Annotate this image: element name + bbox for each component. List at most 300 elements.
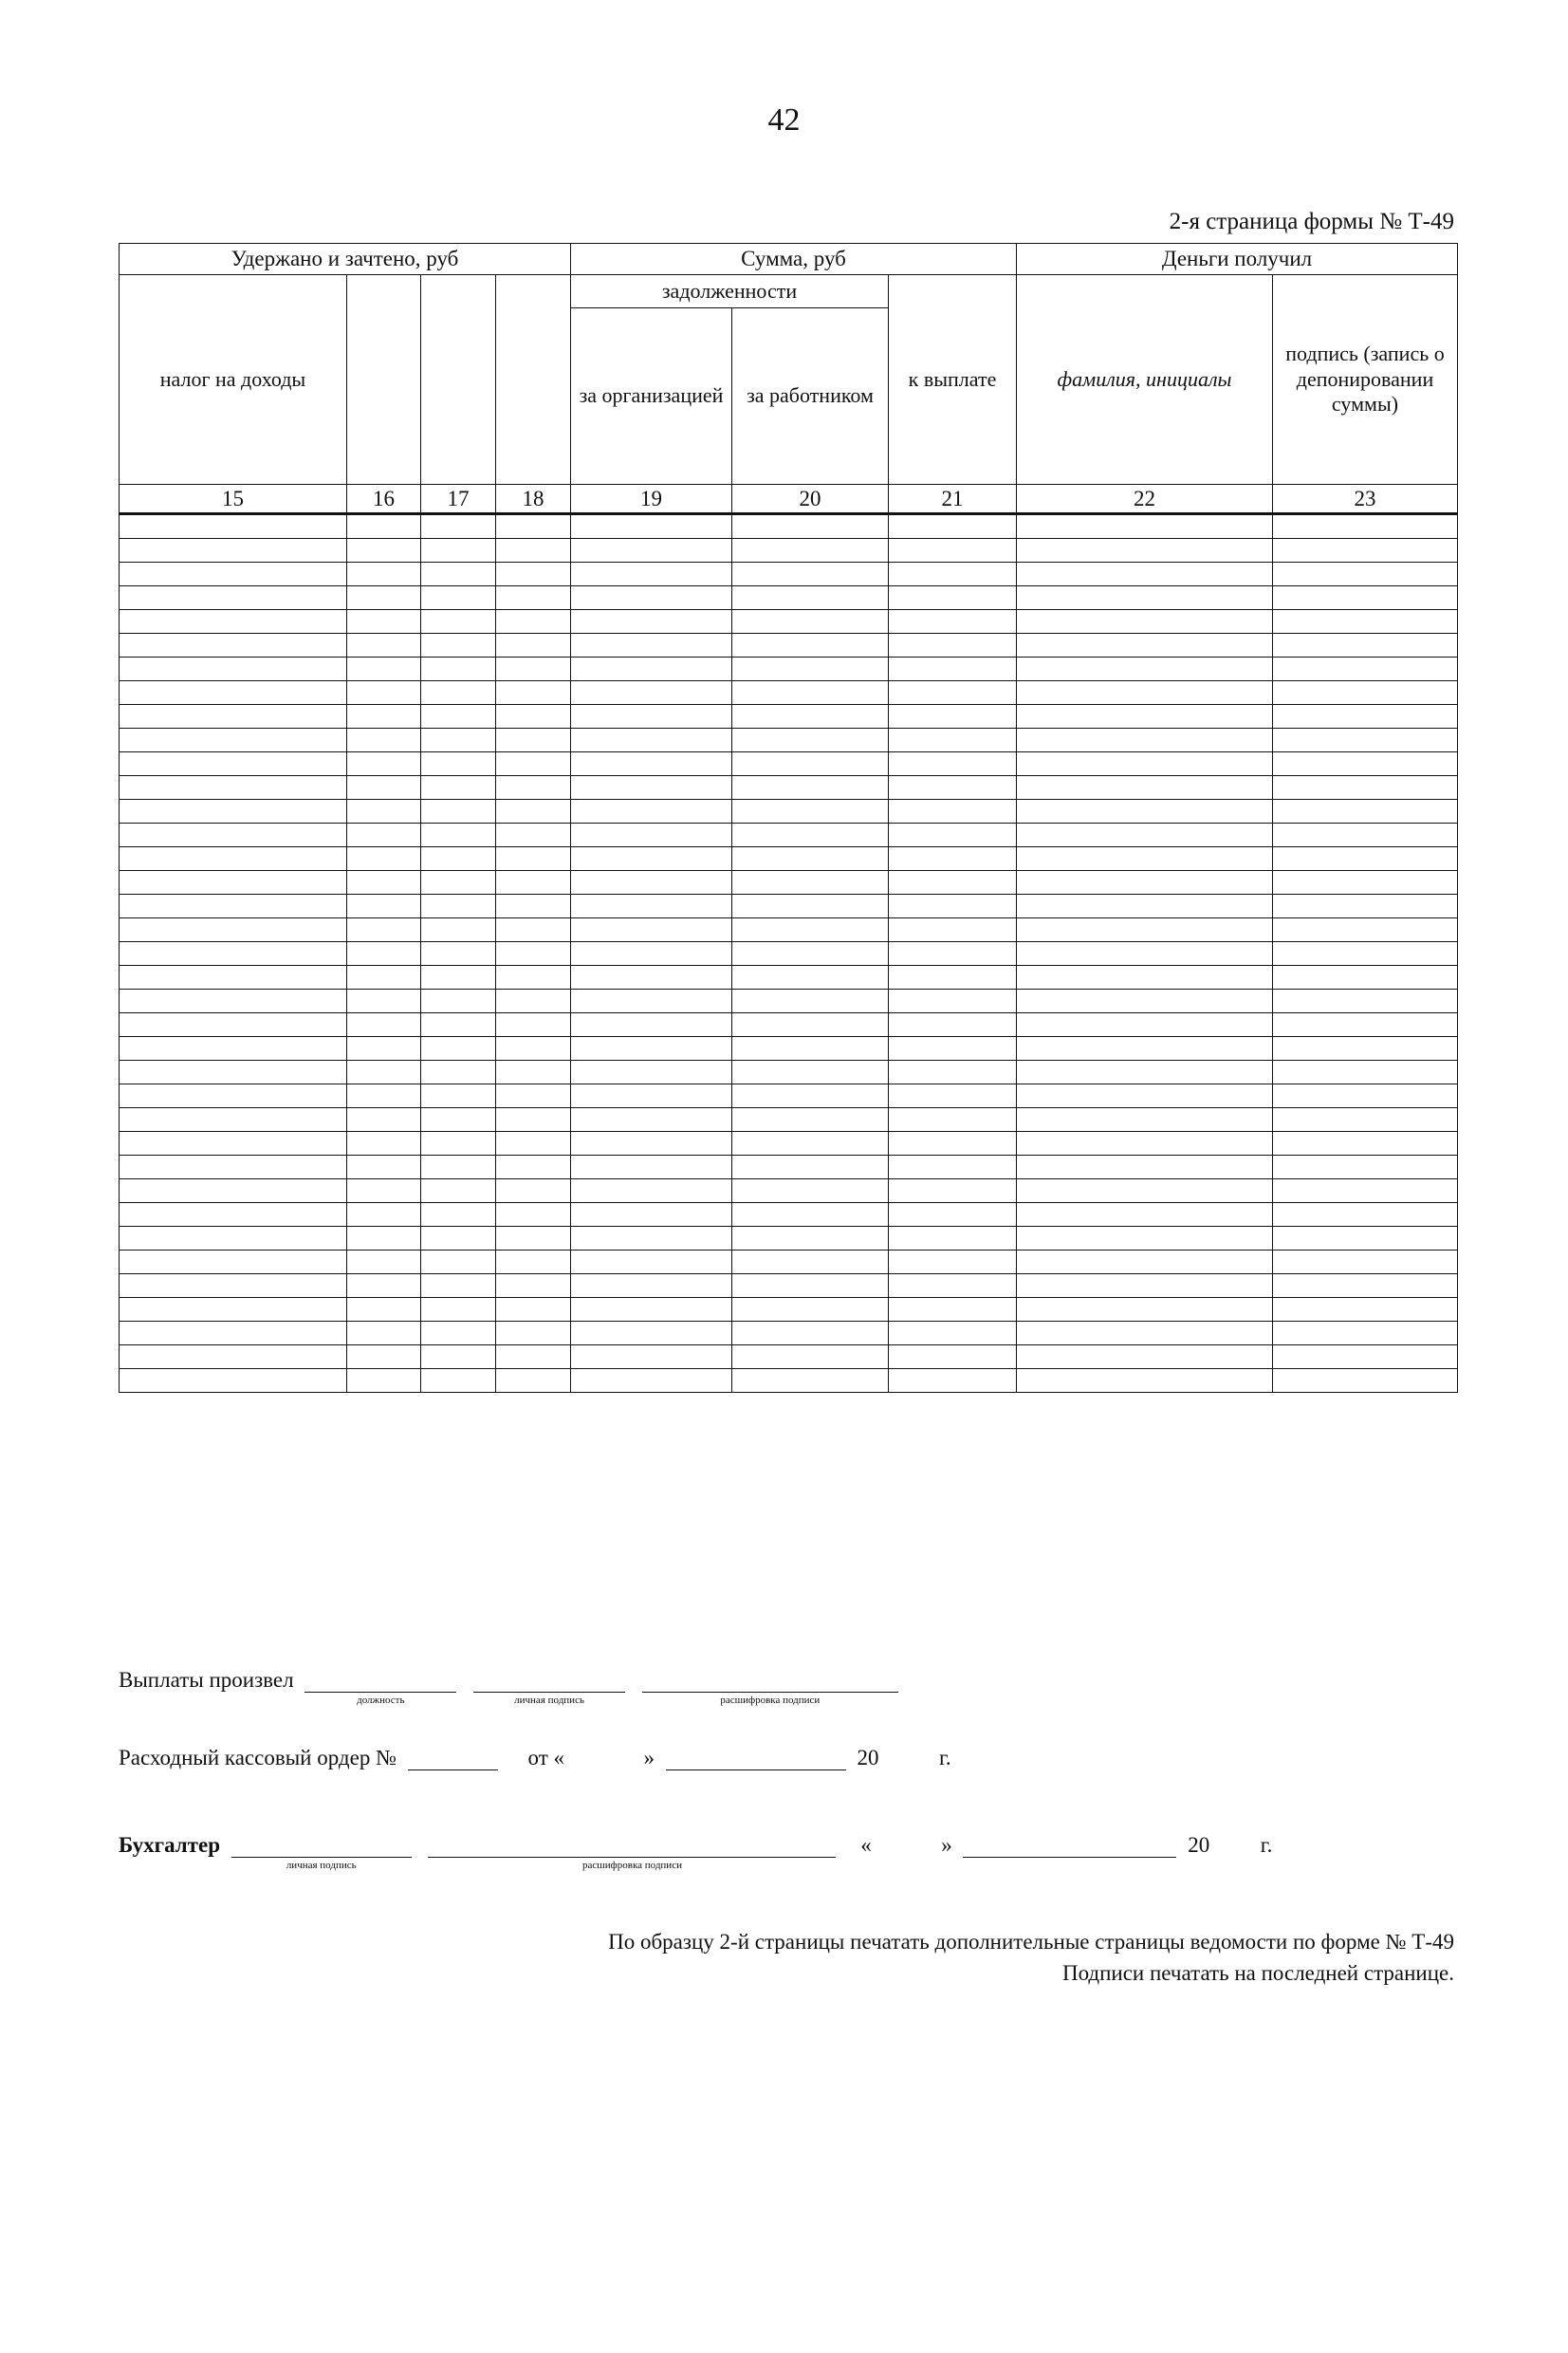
table-cell[interactable] bbox=[571, 1132, 732, 1156]
table-cell[interactable] bbox=[889, 1274, 1017, 1298]
table-cell[interactable] bbox=[347, 1108, 421, 1132]
table-cell[interactable] bbox=[1017, 1037, 1273, 1061]
table-cell[interactable] bbox=[120, 1203, 347, 1227]
table-cell[interactable] bbox=[889, 847, 1017, 871]
table-cell[interactable] bbox=[571, 1298, 732, 1322]
table-cell[interactable] bbox=[496, 776, 571, 800]
table-cell[interactable] bbox=[1017, 824, 1273, 847]
table-cell[interactable] bbox=[732, 1274, 889, 1298]
table-cell[interactable] bbox=[889, 1013, 1017, 1037]
table-cell[interactable] bbox=[347, 1013, 421, 1037]
table-cell[interactable] bbox=[496, 1108, 571, 1132]
table-cell[interactable] bbox=[889, 1156, 1017, 1179]
table-cell[interactable] bbox=[1273, 514, 1458, 539]
table-cell[interactable] bbox=[347, 966, 421, 990]
table-cell[interactable] bbox=[496, 1369, 571, 1393]
table-cell[interactable] bbox=[120, 1345, 347, 1369]
table-cell[interactable] bbox=[496, 847, 571, 871]
table-cell[interactable] bbox=[571, 1345, 732, 1369]
table-cell[interactable] bbox=[347, 1037, 421, 1061]
table-cell[interactable] bbox=[1017, 658, 1273, 681]
table-cell[interactable] bbox=[421, 990, 496, 1013]
table-cell[interactable] bbox=[889, 539, 1017, 563]
table-cell[interactable] bbox=[1017, 1274, 1273, 1298]
table-cell[interactable] bbox=[732, 824, 889, 847]
table-cell[interactable] bbox=[889, 1369, 1017, 1393]
table-cell[interactable] bbox=[496, 1013, 571, 1037]
table-cell[interactable] bbox=[120, 966, 347, 990]
table-cell[interactable] bbox=[496, 610, 571, 634]
table-cell[interactable] bbox=[889, 942, 1017, 966]
table-cell[interactable] bbox=[120, 918, 347, 942]
table-cell[interactable] bbox=[1273, 1061, 1458, 1084]
table-cell[interactable] bbox=[347, 1369, 421, 1393]
table-cell[interactable] bbox=[120, 705, 347, 729]
table-cell[interactable] bbox=[732, 1369, 889, 1393]
table-cell[interactable] bbox=[571, 776, 732, 800]
table-cell[interactable] bbox=[421, 681, 496, 705]
table-cell[interactable] bbox=[1273, 563, 1458, 586]
table-cell[interactable] bbox=[347, 681, 421, 705]
table-cell[interactable] bbox=[120, 1298, 347, 1322]
table-cell[interactable] bbox=[120, 895, 347, 918]
table-cell[interactable] bbox=[571, 705, 732, 729]
table-cell[interactable] bbox=[1273, 942, 1458, 966]
table-cell[interactable] bbox=[496, 824, 571, 847]
table-cell[interactable] bbox=[1273, 1322, 1458, 1345]
table-cell[interactable] bbox=[1017, 871, 1273, 895]
table-cell[interactable] bbox=[421, 586, 496, 610]
table-cell[interactable] bbox=[347, 634, 421, 658]
table-cell[interactable] bbox=[889, 586, 1017, 610]
table-cell[interactable] bbox=[889, 634, 1017, 658]
table-cell[interactable] bbox=[1273, 1108, 1458, 1132]
table-cell[interactable] bbox=[347, 586, 421, 610]
table-cell[interactable] bbox=[421, 729, 496, 752]
table-cell[interactable] bbox=[496, 871, 571, 895]
table-cell[interactable] bbox=[421, 966, 496, 990]
table-cell[interactable] bbox=[571, 895, 732, 918]
table-cell[interactable] bbox=[421, 1013, 496, 1037]
table-cell[interactable] bbox=[1017, 539, 1273, 563]
table-cell[interactable] bbox=[1017, 681, 1273, 705]
table-cell[interactable] bbox=[889, 1298, 1017, 1322]
table-cell[interactable] bbox=[421, 1251, 496, 1274]
table-cell[interactable] bbox=[496, 895, 571, 918]
table-cell[interactable] bbox=[347, 705, 421, 729]
table-cell[interactable] bbox=[732, 871, 889, 895]
table-cell[interactable] bbox=[347, 1203, 421, 1227]
table-cell[interactable] bbox=[421, 563, 496, 586]
table-cell[interactable] bbox=[1273, 1274, 1458, 1298]
table-cell[interactable] bbox=[1273, 1132, 1458, 1156]
table-cell[interactable] bbox=[732, 634, 889, 658]
order-month-field[interactable] bbox=[666, 1747, 846, 1770]
table-cell[interactable] bbox=[889, 752, 1017, 776]
table-cell[interactable] bbox=[1273, 990, 1458, 1013]
table-cell[interactable] bbox=[120, 1108, 347, 1132]
position-field[interactable] bbox=[304, 1669, 456, 1706]
table-cell[interactable] bbox=[421, 871, 496, 895]
table-cell[interactable] bbox=[421, 1132, 496, 1156]
table-cell[interactable] bbox=[1273, 1013, 1458, 1037]
table-cell[interactable] bbox=[120, 634, 347, 658]
table-cell[interactable] bbox=[1273, 586, 1458, 610]
table-cell[interactable] bbox=[421, 658, 496, 681]
table-cell[interactable] bbox=[496, 1345, 571, 1369]
table-cell[interactable] bbox=[1017, 1132, 1273, 1156]
table-cell[interactable] bbox=[496, 800, 571, 824]
table-cell[interactable] bbox=[732, 776, 889, 800]
table-cell[interactable] bbox=[421, 539, 496, 563]
table-cell[interactable] bbox=[889, 776, 1017, 800]
table-cell[interactable] bbox=[889, 729, 1017, 752]
table-cell[interactable] bbox=[496, 966, 571, 990]
accountant-decode-field[interactable] bbox=[428, 1834, 836, 1871]
table-cell[interactable] bbox=[732, 1037, 889, 1061]
table-cell[interactable] bbox=[421, 1298, 496, 1322]
table-cell[interactable] bbox=[496, 514, 571, 539]
table-cell[interactable] bbox=[571, 586, 732, 610]
table-cell[interactable] bbox=[1273, 800, 1458, 824]
table-cell[interactable] bbox=[1273, 824, 1458, 847]
table-cell[interactable] bbox=[571, 847, 732, 871]
table-cell[interactable] bbox=[347, 847, 421, 871]
table-cell[interactable] bbox=[732, 990, 889, 1013]
table-cell[interactable] bbox=[571, 634, 732, 658]
table-cell[interactable] bbox=[1017, 1322, 1273, 1345]
table-cell[interactable] bbox=[421, 634, 496, 658]
table-cell[interactable] bbox=[421, 1369, 496, 1393]
table-cell[interactable] bbox=[571, 1013, 732, 1037]
table-cell[interactable] bbox=[496, 942, 571, 966]
table-cell[interactable] bbox=[889, 1037, 1017, 1061]
table-cell[interactable] bbox=[571, 990, 732, 1013]
table-cell[interactable] bbox=[347, 1274, 421, 1298]
table-cell[interactable] bbox=[732, 752, 889, 776]
table-cell[interactable] bbox=[571, 539, 732, 563]
table-cell[interactable] bbox=[889, 705, 1017, 729]
table-cell[interactable] bbox=[571, 918, 732, 942]
table-cell[interactable] bbox=[571, 1179, 732, 1203]
table-cell[interactable] bbox=[421, 918, 496, 942]
table-cell[interactable] bbox=[347, 871, 421, 895]
table-cell[interactable] bbox=[732, 1227, 889, 1251]
table-cell[interactable] bbox=[496, 1322, 571, 1345]
table-cell[interactable] bbox=[347, 824, 421, 847]
table-cell[interactable] bbox=[1017, 1345, 1273, 1369]
table-cell[interactable] bbox=[1017, 1108, 1273, 1132]
table-cell[interactable] bbox=[347, 800, 421, 824]
table-cell[interactable] bbox=[1273, 776, 1458, 800]
table-cell[interactable] bbox=[1017, 634, 1273, 658]
table-cell[interactable] bbox=[120, 658, 347, 681]
table-cell[interactable] bbox=[120, 871, 347, 895]
table-cell[interactable] bbox=[496, 658, 571, 681]
table-cell[interactable] bbox=[732, 1084, 889, 1108]
table-cell[interactable] bbox=[120, 1179, 347, 1203]
table-cell[interactable] bbox=[120, 539, 347, 563]
table-cell[interactable] bbox=[496, 586, 571, 610]
table-cell[interactable] bbox=[120, 1251, 347, 1274]
table-cell[interactable] bbox=[732, 681, 889, 705]
table-cell[interactable] bbox=[571, 966, 732, 990]
table-cell[interactable] bbox=[1273, 847, 1458, 871]
table-cell[interactable] bbox=[421, 1227, 496, 1251]
table-cell[interactable] bbox=[347, 514, 421, 539]
table-cell[interactable] bbox=[889, 800, 1017, 824]
table-cell[interactable] bbox=[732, 1345, 889, 1369]
accountant-year-field[interactable] bbox=[1221, 1835, 1249, 1858]
table-cell[interactable] bbox=[120, 681, 347, 705]
table-cell[interactable] bbox=[732, 895, 889, 918]
table-cell[interactable] bbox=[571, 1251, 732, 1274]
order-number-field[interactable] bbox=[408, 1747, 498, 1770]
table-cell[interactable] bbox=[1273, 895, 1458, 918]
table-cell[interactable] bbox=[496, 681, 571, 705]
table-cell[interactable] bbox=[732, 918, 889, 942]
payer-signature-field[interactable] bbox=[473, 1669, 625, 1706]
table-cell[interactable] bbox=[1273, 705, 1458, 729]
table-cell[interactable] bbox=[889, 1108, 1017, 1132]
table-cell[interactable] bbox=[120, 847, 347, 871]
table-cell[interactable] bbox=[732, 942, 889, 966]
table-cell[interactable] bbox=[120, 586, 347, 610]
table-cell[interactable] bbox=[571, 824, 732, 847]
table-cell[interactable] bbox=[1273, 1345, 1458, 1369]
table-cell[interactable] bbox=[1017, 1203, 1273, 1227]
table-cell[interactable] bbox=[1017, 1156, 1273, 1179]
table-cell[interactable] bbox=[732, 966, 889, 990]
table-cell[interactable] bbox=[496, 1132, 571, 1156]
table-cell[interactable] bbox=[1273, 918, 1458, 942]
table-cell[interactable] bbox=[120, 776, 347, 800]
table-cell[interactable] bbox=[120, 1132, 347, 1156]
table-cell[interactable] bbox=[496, 1061, 571, 1084]
table-cell[interactable] bbox=[571, 563, 732, 586]
table-cell[interactable] bbox=[889, 918, 1017, 942]
table-cell[interactable] bbox=[571, 1037, 732, 1061]
table-cell[interactable] bbox=[571, 1227, 732, 1251]
table-cell[interactable] bbox=[732, 729, 889, 752]
table-cell[interactable] bbox=[732, 1298, 889, 1322]
table-cell[interactable] bbox=[1017, 847, 1273, 871]
table-cell[interactable] bbox=[1273, 1251, 1458, 1274]
table-cell[interactable] bbox=[347, 1132, 421, 1156]
table-cell[interactable] bbox=[496, 1298, 571, 1322]
table-cell[interactable] bbox=[1017, 1227, 1273, 1251]
table-cell[interactable] bbox=[889, 990, 1017, 1013]
table-cell[interactable] bbox=[732, 1156, 889, 1179]
table-cell[interactable] bbox=[1273, 871, 1458, 895]
table-cell[interactable] bbox=[1273, 1084, 1458, 1108]
table-cell[interactable] bbox=[1273, 752, 1458, 776]
table-cell[interactable] bbox=[347, 990, 421, 1013]
order-day-field[interactable] bbox=[576, 1748, 633, 1770]
table-cell[interactable] bbox=[120, 1037, 347, 1061]
table-cell[interactable] bbox=[496, 1227, 571, 1251]
table-cell[interactable] bbox=[889, 966, 1017, 990]
table-cell[interactable] bbox=[732, 1013, 889, 1037]
table-cell[interactable] bbox=[496, 729, 571, 752]
table-cell[interactable] bbox=[1017, 1179, 1273, 1203]
table-cell[interactable] bbox=[732, 705, 889, 729]
table-cell[interactable] bbox=[732, 1251, 889, 1274]
table-cell[interactable] bbox=[732, 1132, 889, 1156]
table-cell[interactable] bbox=[347, 1061, 421, 1084]
table-cell[interactable] bbox=[1017, 895, 1273, 918]
table-cell[interactable] bbox=[732, 586, 889, 610]
table-cell[interactable] bbox=[1017, 918, 1273, 942]
table-cell[interactable] bbox=[1017, 990, 1273, 1013]
table-cell[interactable] bbox=[889, 1345, 1017, 1369]
table-cell[interactable] bbox=[421, 800, 496, 824]
table-cell[interactable] bbox=[732, 610, 889, 634]
table-cell[interactable] bbox=[120, 610, 347, 634]
table-cell[interactable] bbox=[571, 871, 732, 895]
table-cell[interactable] bbox=[421, 847, 496, 871]
table-cell[interactable] bbox=[1273, 966, 1458, 990]
table-cell[interactable] bbox=[571, 1084, 732, 1108]
table-cell[interactable] bbox=[571, 1061, 732, 1084]
table-cell[interactable] bbox=[1017, 705, 1273, 729]
table-cell[interactable] bbox=[421, 1061, 496, 1084]
table-cell[interactable] bbox=[889, 1179, 1017, 1203]
table-cell[interactable] bbox=[347, 658, 421, 681]
table-cell[interactable] bbox=[421, 1179, 496, 1203]
table-cell[interactable] bbox=[1017, 729, 1273, 752]
table-cell[interactable] bbox=[496, 1179, 571, 1203]
table-cell[interactable] bbox=[571, 942, 732, 966]
table-cell[interactable] bbox=[1273, 634, 1458, 658]
table-cell[interactable] bbox=[732, 1203, 889, 1227]
table-cell[interactable] bbox=[347, 918, 421, 942]
table-cell[interactable] bbox=[421, 514, 496, 539]
table-cell[interactable] bbox=[571, 610, 732, 634]
table-cell[interactable] bbox=[732, 1179, 889, 1203]
table-cell[interactable] bbox=[732, 563, 889, 586]
table-cell[interactable] bbox=[571, 729, 732, 752]
table-cell[interactable] bbox=[421, 1156, 496, 1179]
table-cell[interactable] bbox=[421, 610, 496, 634]
table-cell[interactable] bbox=[1273, 681, 1458, 705]
table-cell[interactable] bbox=[889, 681, 1017, 705]
table-cell[interactable] bbox=[889, 1251, 1017, 1274]
table-cell[interactable] bbox=[732, 1322, 889, 1345]
table-cell[interactable] bbox=[1273, 1156, 1458, 1179]
table-cell[interactable] bbox=[1017, 586, 1273, 610]
table-cell[interactable] bbox=[1273, 1298, 1458, 1322]
table-cell[interactable] bbox=[120, 942, 347, 966]
table-cell[interactable] bbox=[1273, 1227, 1458, 1251]
table-cell[interactable] bbox=[120, 729, 347, 752]
table-cell[interactable] bbox=[1017, 966, 1273, 990]
accountant-month-field[interactable] bbox=[963, 1834, 1176, 1858]
table-cell[interactable] bbox=[120, 752, 347, 776]
table-cell[interactable] bbox=[889, 514, 1017, 539]
table-cell[interactable] bbox=[120, 563, 347, 586]
table-cell[interactable] bbox=[421, 752, 496, 776]
table-cell[interactable] bbox=[1273, 729, 1458, 752]
table-cell[interactable] bbox=[1017, 1061, 1273, 1084]
table-cell[interactable] bbox=[421, 1345, 496, 1369]
table-cell[interactable] bbox=[889, 824, 1017, 847]
table-cell[interactable] bbox=[1017, 563, 1273, 586]
table-cell[interactable] bbox=[1017, 1084, 1273, 1108]
table-cell[interactable] bbox=[732, 514, 889, 539]
table-cell[interactable] bbox=[347, 1322, 421, 1345]
table-cell[interactable] bbox=[889, 1132, 1017, 1156]
table-cell[interactable] bbox=[421, 1037, 496, 1061]
payer-decode-field[interactable] bbox=[642, 1669, 898, 1706]
table-cell[interactable] bbox=[732, 800, 889, 824]
table-cell[interactable] bbox=[347, 752, 421, 776]
table-cell[interactable] bbox=[496, 990, 571, 1013]
table-cell[interactable] bbox=[571, 1108, 732, 1132]
table-cell[interactable] bbox=[571, 514, 732, 539]
table-cell[interactable] bbox=[1017, 1298, 1273, 1322]
table-cell[interactable] bbox=[347, 539, 421, 563]
table-cell[interactable] bbox=[1017, 610, 1273, 634]
table-cell[interactable] bbox=[571, 1274, 732, 1298]
table-cell[interactable] bbox=[421, 705, 496, 729]
table-cell[interactable] bbox=[1017, 942, 1273, 966]
table-cell[interactable] bbox=[889, 871, 1017, 895]
table-cell[interactable] bbox=[120, 990, 347, 1013]
table-cell[interactable] bbox=[347, 1345, 421, 1369]
table-cell[interactable] bbox=[889, 895, 1017, 918]
table-cell[interactable] bbox=[1273, 1369, 1458, 1393]
table-cell[interactable] bbox=[496, 1084, 571, 1108]
table-cell[interactable] bbox=[120, 824, 347, 847]
table-cell[interactable] bbox=[120, 1274, 347, 1298]
table-cell[interactable] bbox=[889, 1084, 1017, 1108]
table-cell[interactable] bbox=[120, 1369, 347, 1393]
table-cell[interactable] bbox=[347, 895, 421, 918]
table-cell[interactable] bbox=[421, 1322, 496, 1345]
order-year-field[interactable] bbox=[890, 1748, 928, 1770]
table-cell[interactable] bbox=[421, 1108, 496, 1132]
table-cell[interactable] bbox=[347, 1251, 421, 1274]
table-cell[interactable] bbox=[496, 634, 571, 658]
table-cell[interactable] bbox=[421, 776, 496, 800]
table-cell[interactable] bbox=[1273, 1203, 1458, 1227]
table-cell[interactable] bbox=[732, 539, 889, 563]
table-cell[interactable] bbox=[889, 563, 1017, 586]
table-cell[interactable] bbox=[347, 610, 421, 634]
table-cell[interactable] bbox=[1017, 1013, 1273, 1037]
table-cell[interactable] bbox=[496, 1156, 571, 1179]
table-cell[interactable] bbox=[421, 1203, 496, 1227]
table-cell[interactable] bbox=[1017, 752, 1273, 776]
table-cell[interactable] bbox=[347, 1298, 421, 1322]
table-cell[interactable] bbox=[1017, 776, 1273, 800]
table-cell[interactable] bbox=[732, 1108, 889, 1132]
table-cell[interactable] bbox=[571, 658, 732, 681]
table-cell[interactable] bbox=[347, 1156, 421, 1179]
table-cell[interactable] bbox=[889, 1061, 1017, 1084]
table-cell[interactable] bbox=[889, 1203, 1017, 1227]
accountant-signature-field[interactable] bbox=[231, 1834, 412, 1871]
table-cell[interactable] bbox=[571, 1156, 732, 1179]
table-cell[interactable] bbox=[732, 847, 889, 871]
table-cell[interactable] bbox=[347, 942, 421, 966]
table-cell[interactable] bbox=[496, 1203, 571, 1227]
table-cell[interactable] bbox=[1273, 658, 1458, 681]
table-cell[interactable] bbox=[1273, 1037, 1458, 1061]
table-cell[interactable] bbox=[496, 1251, 571, 1274]
table-cell[interactable] bbox=[889, 1322, 1017, 1345]
